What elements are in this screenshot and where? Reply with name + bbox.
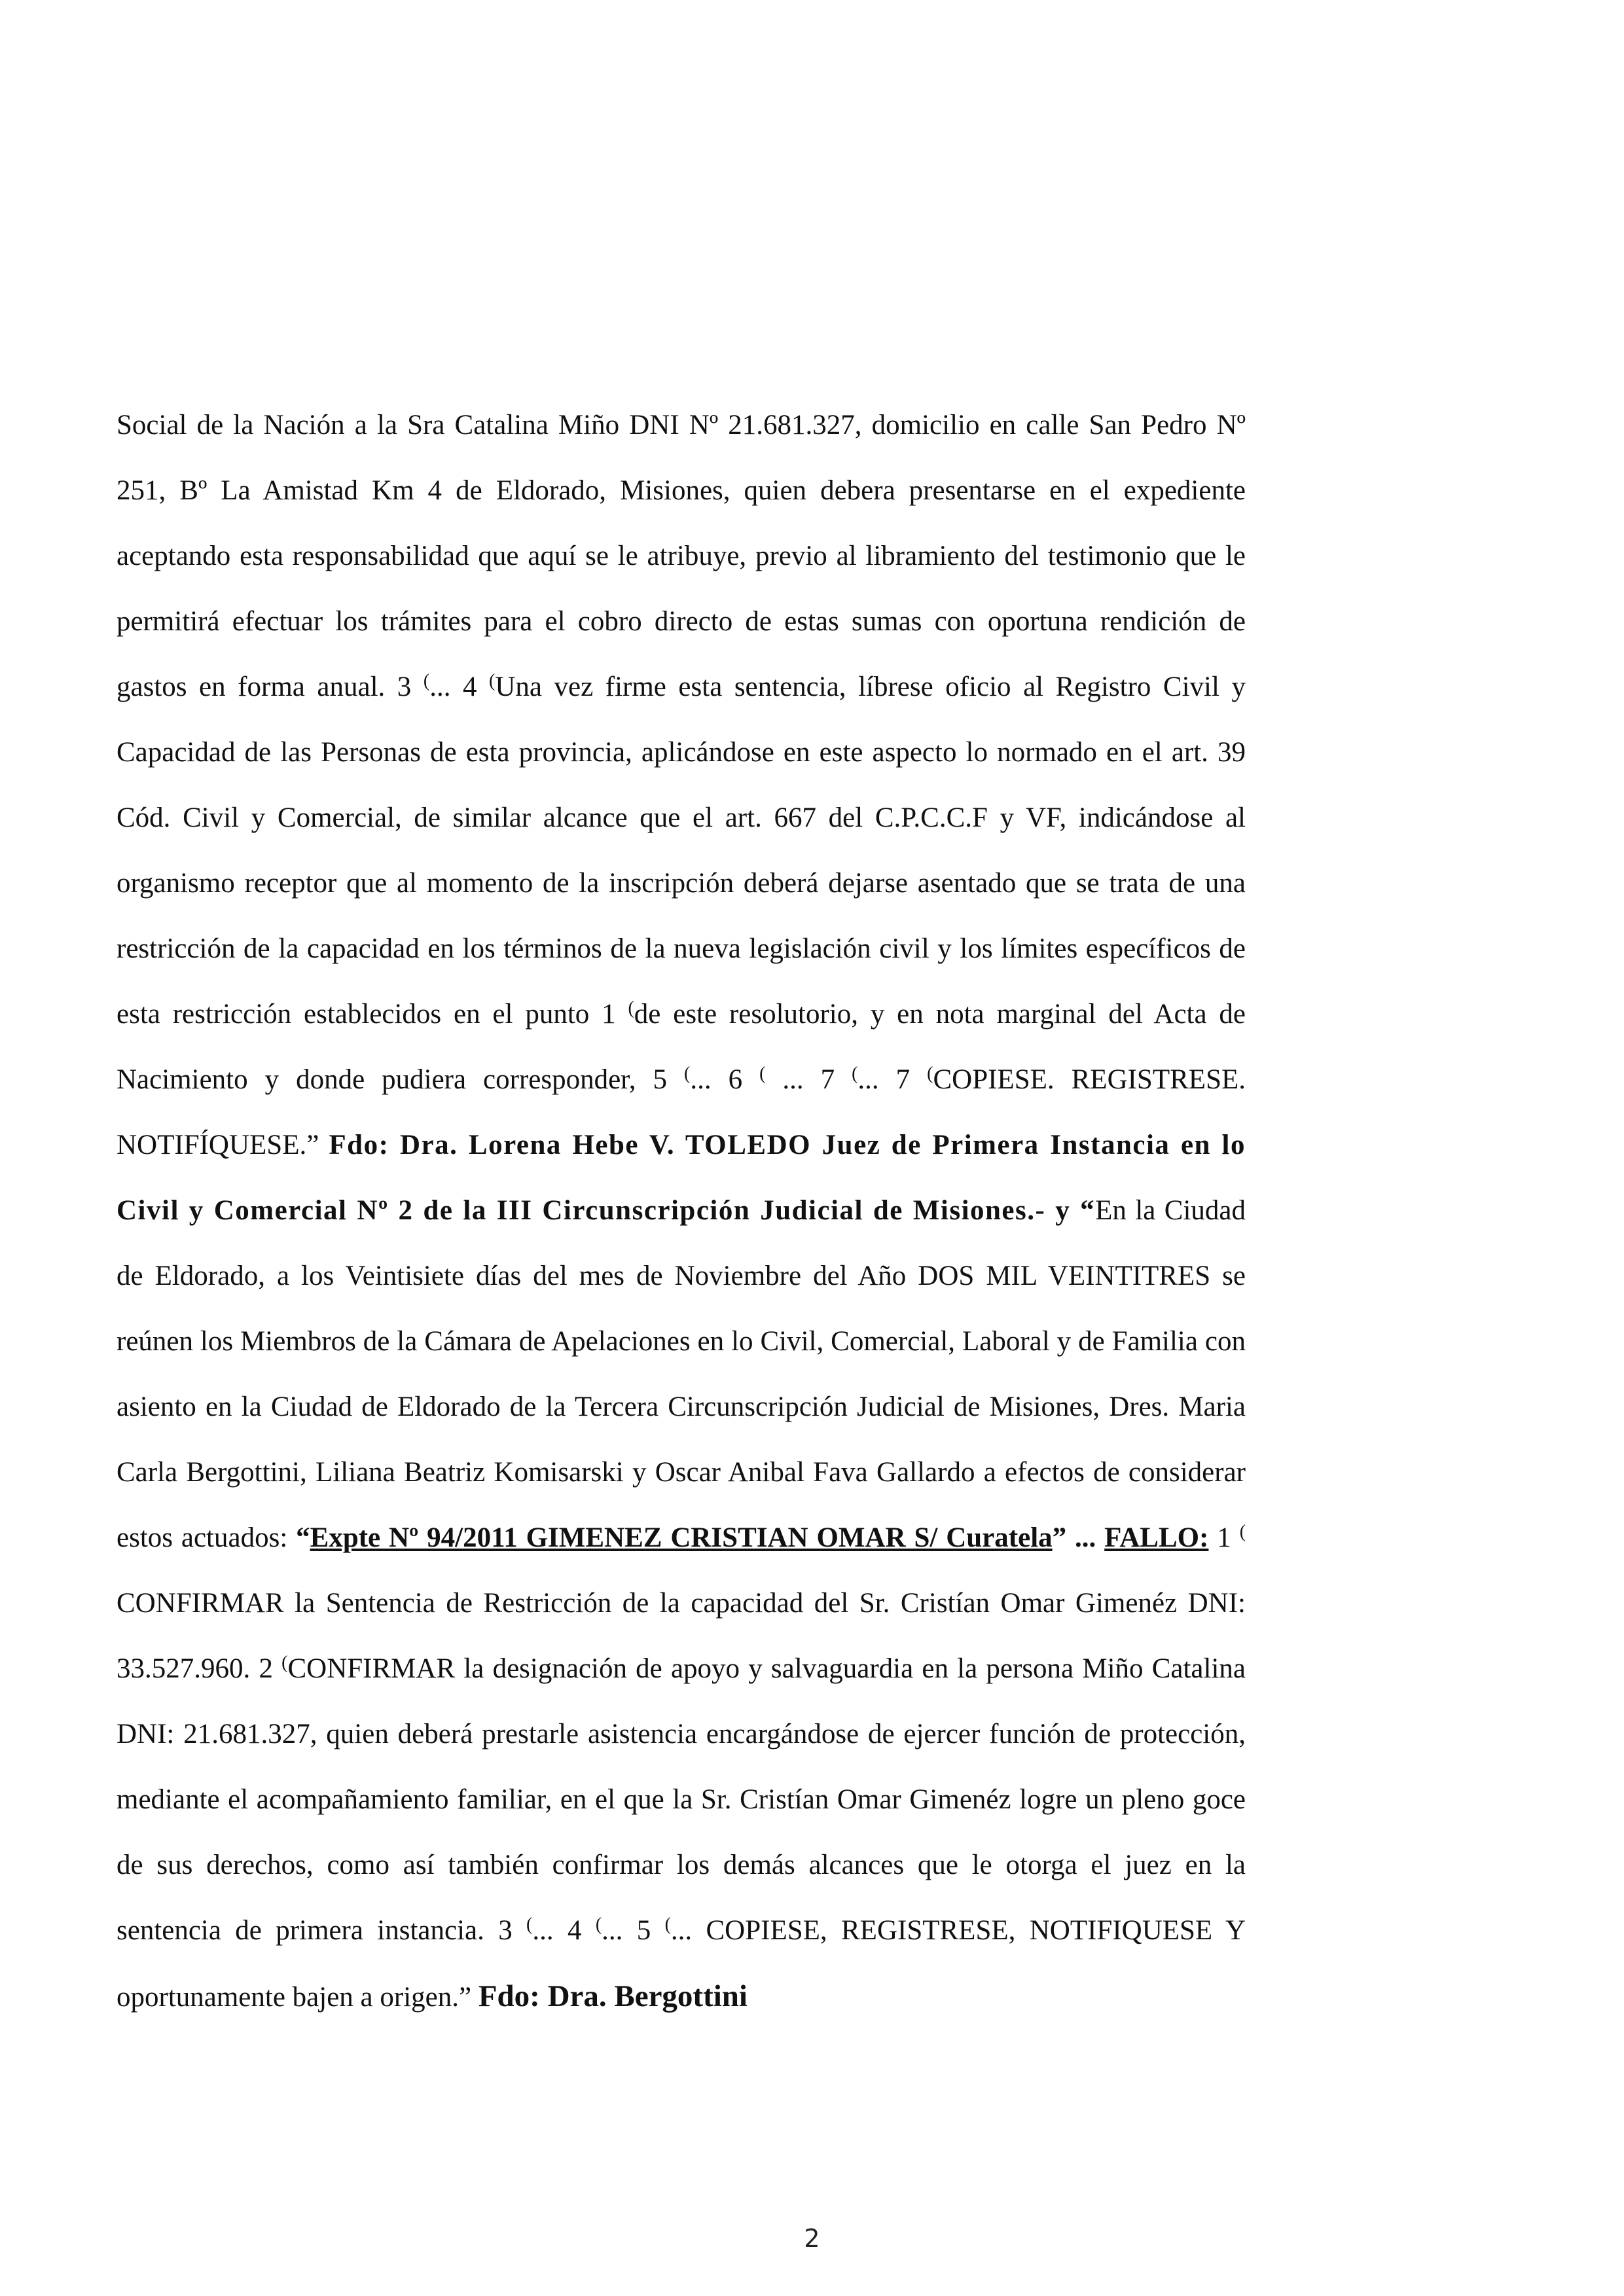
paren-mark: (: [423, 671, 430, 691]
paren-mark: (: [628, 998, 634, 1018]
bold-quote-open: “: [296, 1522, 310, 1553]
text-segment: CONFIRMAR la Sentencia de Restricción de la capacidad del Sr. Cristían Omar Gimenéz DNI: 33.527.960. 2: [117, 1588, 1246, 1684]
signature-bold-bergottini: Fdo: Dra. Bergottini: [478, 1979, 748, 2013]
text-segment: ... 4: [532, 1915, 596, 1946]
paren-mark: (: [684, 1064, 691, 1084]
paren-mark: (: [526, 1914, 533, 1935]
case-reference: Expte Nº 94/2011 GIMENEZ CRISTIAN OMAR S/ Curatela: [310, 1522, 1053, 1553]
paren-mark: (: [927, 1064, 933, 1084]
text-segment: ... 5: [602, 1915, 665, 1946]
document-body-paragraph: [117, 393, 1246, 2030]
text-segment: CONFIRMAR la designación de apoyo y salvaguardia en la persona Miño Catalina DNI: 21.681.327, quien deberá prestarle asistencia encargándose de ejercer función de protección, mediante el acompañamiento familiar, en el que la Sr. Cristían Omar Gimenéz logre un pleno goce de sus derechos, como así también confirmar los demás alcances que le otorga el juez en la sentencia de primera instancia. 3: [117, 1653, 1246, 1946]
signature-bold-toledo: Fdo: Dra. Lorena Hebe V. TOLEDO Juez de Primera Instancia en lo Civil y Comercial Nº 2 de la III Circunscripción Judicial de Misiones.- y “: [117, 1130, 1246, 1226]
text-segment: Una vez firme esta sentencia, líbrese oficio al Registro Civil y Capacidad de las Personas de esta provincia, aplicándose en este aspecto lo normado en el art. 39 Cód. Civil y Comercial, de similar alcance que el art. 667 del C.P.C.C.F y VF, indicándose al organismo receptor que al momento de la inscripción deberá dejarse asentado que se trata de una restricción de la capacidad en los términos de la nueva legislación civil y los límites específicos de esta restricción establecidos en el punto 1: [117, 672, 1246, 1030]
paren-mark: (: [281, 1653, 288, 1673]
text-segment: ... 7: [857, 1064, 928, 1095]
text-segment: de este resolutorio, y en nota marginal del Acta de Nacimiento y donde pudiera corresponder, 5: [117, 999, 1246, 1095]
paren-mark: (: [852, 1064, 858, 1084]
text-segment: ... 4: [429, 672, 490, 702]
text-segment: ... 7: [782, 1064, 852, 1095]
paren-mark: (: [664, 1914, 671, 1935]
paren-mark: (: [489, 671, 496, 691]
paren-mark: (: [1239, 1522, 1246, 1542]
paren-mark: (: [759, 1064, 766, 1084]
bold-quote-close: ” ...: [1052, 1522, 1105, 1553]
text-segment: ... COPIESE, REGISTRESE, NOTIFIQUESE Y oportunamente bajen a origen.”: [117, 1915, 1246, 2013]
fallo-heading: FALLO:: [1104, 1522, 1209, 1553]
text-segment: Social de la Nación a la Sra Catalina Miño DNI Nº 21.681.327, domicilio en calle San Pedro Nº 251, Bº La Amistad Km 4 de Eldorado, Misiones, quien debera presentarse en el expediente aceptando esta responsabilidad que aquí se le atribuye, previo al libramiento del testimonio que le permitirá efectuar los trámites para el cobro directo de estas sumas con oportuna rendición de gastos en forma anual. 3: [117, 410, 1246, 702]
paren-mark: (: [595, 1914, 602, 1935]
text-segment: ... 6: [690, 1064, 760, 1095]
text-segment: COPIESE. REGISTRESE. NOTIFÍQUESE.”: [117, 1064, 1246, 1160]
text-segment: 1: [1208, 1522, 1240, 1553]
text-segment: En la Ciudad de Eldorado, a los Veintisiete días del mes de Noviembre del Año DOS MIL VEINTITRES se reúnen los Miembros de la Cámara de Apelaciones en lo Civil, Comercial, Laboral y de Familia con asiento en la Ciudad de Eldorado de la Tercera Circunscripción Judicial de Misiones, Dres. Maria Carla Bergottini, Liliana Beatriz Komisarski y Oscar Anibal Fava Gallardo a efectos de considerar estos actuados:: [117, 1195, 1246, 1553]
page-number: 2: [804, 2224, 820, 2253]
